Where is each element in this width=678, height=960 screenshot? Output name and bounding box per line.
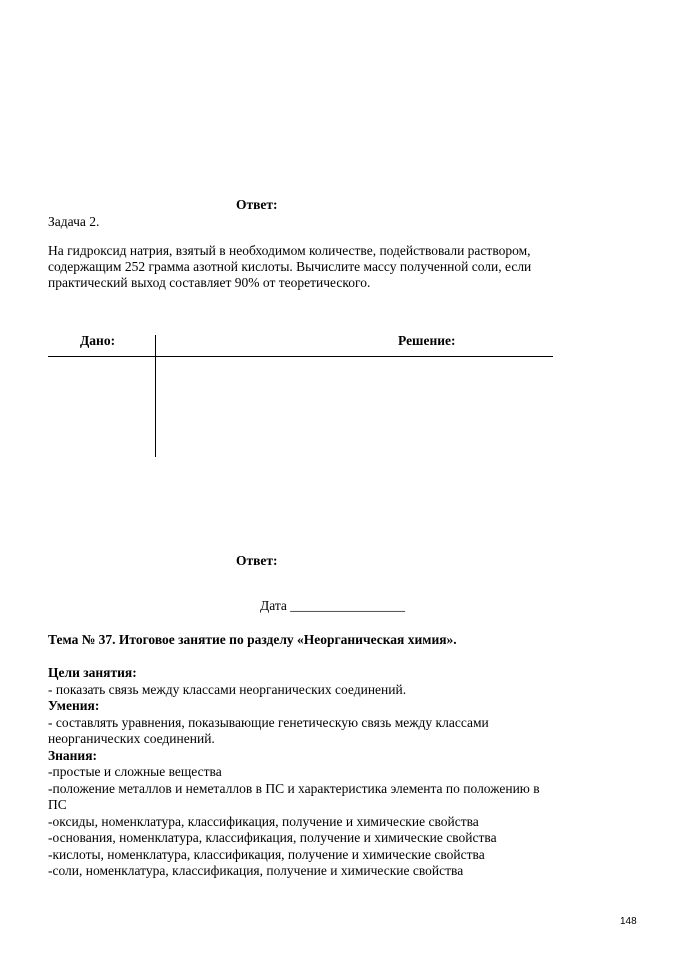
skills-line: неорганических соединений. <box>48 731 215 746</box>
task1-answer-label: Ответ: <box>236 197 278 212</box>
knowledge-item: -кислоты, номенклатура, классификация, получение и химические свойства <box>48 846 485 862</box>
given-header: Дано: <box>80 333 116 348</box>
page-number: 148 <box>620 916 637 927</box>
knowledge-item: -соли, номенклатура, классификация, получение и химические свойства <box>48 863 464 878</box>
task2-title: Задача 2. <box>48 214 100 229</box>
knowledge-item: ПС <box>48 797 67 812</box>
knowledge-label: Знания: <box>48 747 98 763</box>
knowledge-item: -оксиды, номенклатура, классификация, получение и химические свойства <box>48 813 479 829</box>
topic-body <box>48 665 648 880</box>
task2-text-line: На гидроксид натрия, взятый в необходимом количестве, подействовали раствором, <box>48 243 531 258</box>
goals-label: Цели занятия: <box>48 665 137 680</box>
table-vertical-rule <box>155 335 156 457</box>
knowledge-item: -основания, номенклатура, классификация, получение и химические свойства <box>48 830 497 845</box>
solution-header: Решение: <box>398 333 456 348</box>
date-line: Дата _________________ <box>260 598 406 613</box>
task2-text-line: практический выход составляет 90% от теоретического. <box>48 275 371 290</box>
task2-text-line: содержащим 252 грамма азотной кислоты. Вычислите массу полученной соли, если <box>48 259 532 274</box>
goals-text: - показать связь между классами неорганических соединений. <box>48 681 407 697</box>
skills-line: - составлять уравнения, показывающие генетическую связь между классами <box>48 714 489 730</box>
knowledge-item: -положение металлов и неметаллов в ПС и характеристика элемента по положению в <box>48 780 540 796</box>
skills-label: Умения: <box>48 698 100 713</box>
task2-text <box>48 243 648 291</box>
knowledge-item: -простые и сложные вещества <box>48 764 222 779</box>
task2-answer-label: Ответ: <box>236 553 278 568</box>
topic-title: Тема № 37. Итоговое занятие по разделу «Неорганическая химия». <box>48 632 457 647</box>
table-horizontal-rule <box>48 356 553 357</box>
